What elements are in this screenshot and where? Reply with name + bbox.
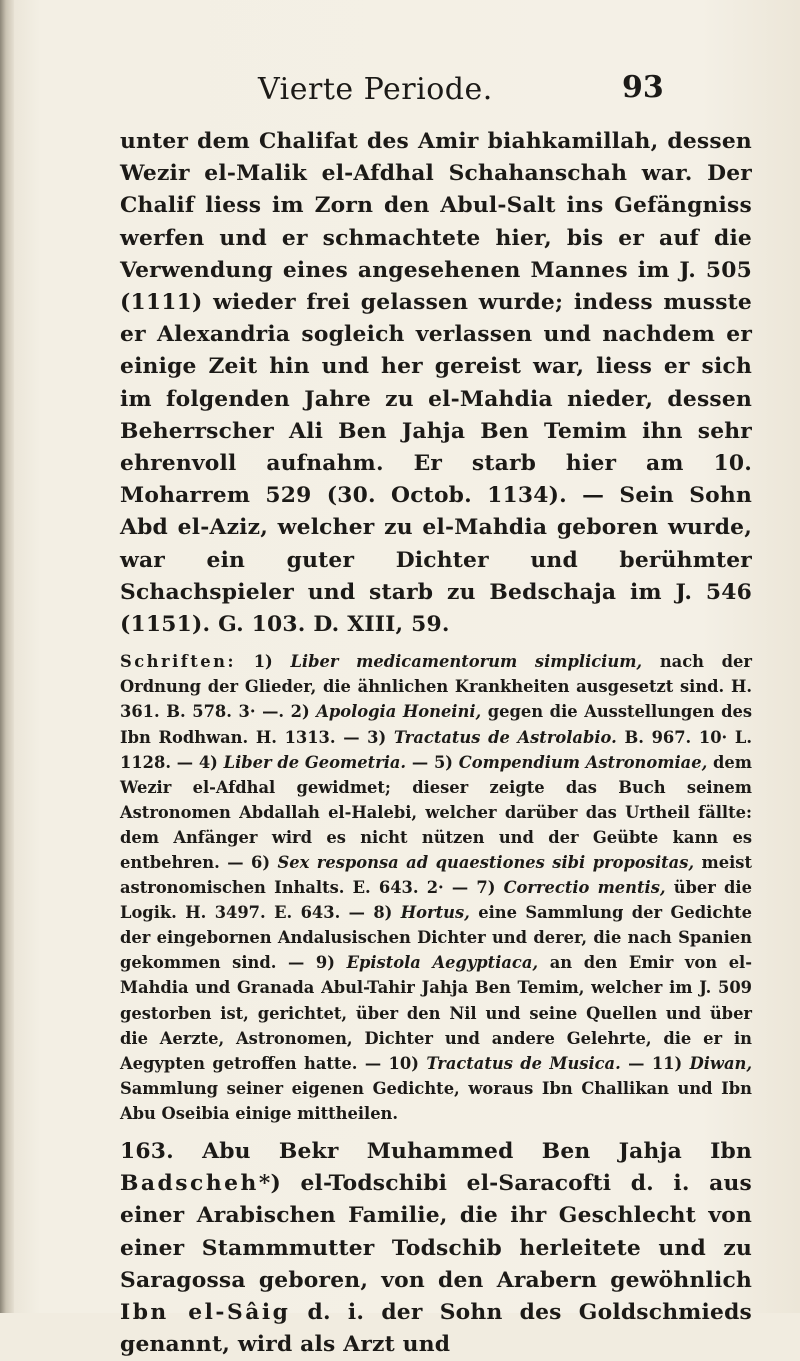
work-title: Sex responsa ad quaestiones sibi propositas,: [277, 853, 695, 872]
work-title: Tractatus de Astrolabio.: [393, 727, 617, 747]
entry-spaced-name: Badscheh: [120, 1171, 259, 1197]
writings-text: dem Wezir el-Afdhal gewidmet; dieser zeigte das Buch seinem Astronomen Abdallah el-Halebi, welcher darüber das Urtheil fällte: dem Anfänger wird es nicht nützen und der Geübte kann es entbehren. — 6): [120, 752, 752, 872]
writings-text: 1): [236, 652, 291, 672]
work-title: Correctio mentis,: [503, 878, 666, 898]
writings-paragraph: [120, 649, 752, 1126]
work-title: Liber medicamentorum simplicium,: [290, 652, 643, 672]
running-header: [0, 72, 800, 112]
work-title: Hortus,: [400, 903, 470, 923]
writings-text: an den Emir von el-Mahdia und Granada Abul-Tahir Jahja Ben Temim, welcher im J. 509 gestorben ist, gerichtet, über den Nil und seine Quellen und über die Aerzte, Astronomen, Dichter und andere Gelehrte, die er in Aegypten getroffen hatte. — 10): [120, 953, 753, 1073]
work-title: Epistola Aegyptiaca,: [346, 953, 539, 973]
entry-text: d. i. der Sohn des Goldschmieds genannt, wird als Arzt und: [120, 1300, 752, 1358]
entry-text: 163. Abu Bekr Muhammed Ben Jahja Ibn: [120, 1139, 752, 1165]
page-binding-edge: [0, 0, 14, 1313]
page-body: [120, 126, 752, 1361]
entry-text: *) el-Todschibi el-Saracofti d. i. aus einer Arabischen Familie, die ihr Geschlecht von einer Stammmutter Todschib herleitete und zu Saragossa geboren, von den Arabern gewöhnlich: [120, 1171, 752, 1293]
header-title: Vierte Periode.: [258, 72, 493, 107]
work-title: Liber de Geometria.: [223, 752, 407, 772]
writings-text: — 11): [620, 1053, 690, 1073]
work-title: Diwan,: [689, 1053, 752, 1073]
writings-text: nach der Ordnung der Glieder, die ähnlichen Krankheiten ausgesetzt sind. H. 361. B. 578. 3· —. 2): [120, 652, 752, 722]
page-number: 93: [622, 70, 664, 105]
biography-paragraph: unter dem Chalifat des Amir biahkamillah, dessen Wezir el-Malik el-Afdhal Schahanschah war. Der Chalif liess im Zorn den Abul-Salt ins Gefängniss werfen und er schmachtete hier, bis er auf die Verwendung eines angesehenen Mannes im J. 505 (1111) wieder frei gelassen wurde; indess musste er Alexandria sogleich verlassen und nachdem er einige Zeit hin und her gereist war, liess er sich im folgenden Jahre zu el-Mahdia nieder, dessen Beherrscher Ali Ben Jahja Ben Temim ihn sehr ehrenvoll aufnahm. Er starb hier am 10. Moharrem 529 (30. Octob. 1134). — Sein Sohn Abd el-Aziz, welcher zu el-Mahdia geboren wurde, war ein guter Dichter und berühmter Schachspieler und starb zu Bedschaja im J. 546 (1151). G. 103. D. XIII, 59.: [120, 129, 752, 638]
writings-text: Sammlung seiner eigenen Gedichte, woraus Ibn Challikan und Ibn Abu Oseibia einige mittheilen.: [120, 1078, 752, 1123]
writings-text: gegen die Ausstellungen des Ibn Rodhwan. H. 1313. — 3): [120, 702, 752, 747]
work-title: Compendium Astronomiae,: [458, 752, 708, 772]
writings-text: meist astronomischen Inhalts. E. 643. 2· — 7): [120, 853, 752, 898]
writings-text: B. 967. 10· L. 1128. — 4): [120, 727, 752, 772]
writings-text: eine Sammlung der Gedichte der eingebornen Andalusischen Dichter und derer, die nach Spanien gekommen sind. — 9): [120, 903, 752, 973]
work-title: Tractatus de Musica.: [426, 1053, 621, 1073]
entry-163-paragraph: [120, 1136, 752, 1361]
work-title: Apologia Honeini,: [316, 702, 482, 722]
writings-text: — 5): [406, 752, 459, 772]
entry-spaced-name: Ibn el-Sâig: [120, 1300, 291, 1326]
writings-text: über die Logik. H. 3497. E. 643. — 8): [120, 878, 752, 923]
writings-heading: Schriften:: [120, 652, 237, 672]
